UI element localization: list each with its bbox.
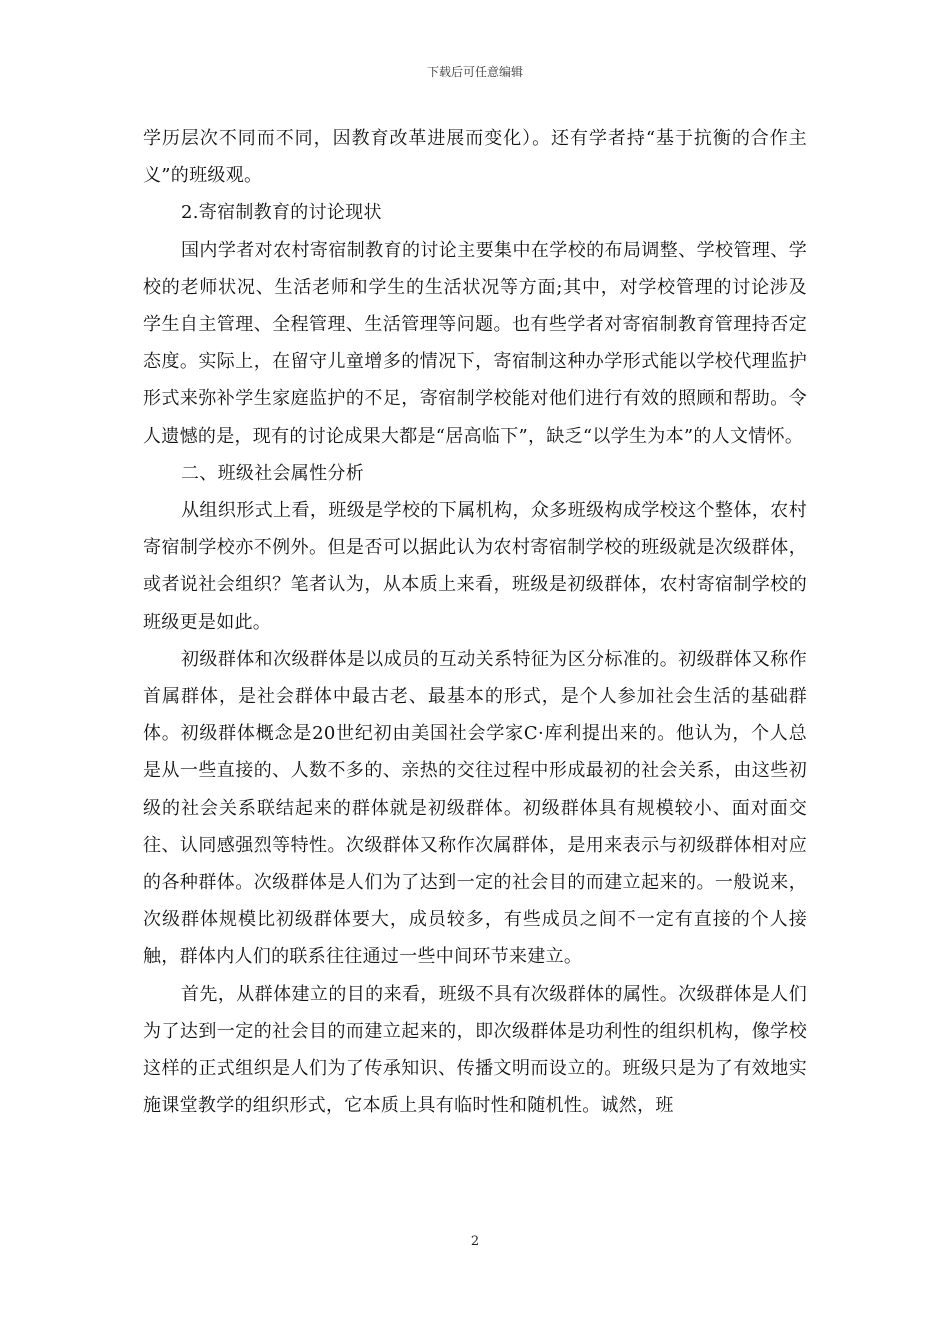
paragraph-1: 学历层次不同而不同，因教育改革进展而变化）。还有学者持“基于抗衡的合作主义”的班级观。 xyxy=(143,128,807,187)
document-body xyxy=(143,120,807,1124)
paragraph-3: 从组织形式上看，班级是学校的下属机构，众多班级构成学校这个整体，农村寄宿制学校亦不例外。但是否可以据此认为农村寄宿制学校的班级就是次级群体，或者说社会组织？笔者认为，从本质上来看，班级是初级群体，农村寄宿制学校的班级更是如此。 xyxy=(143,500,807,633)
paragraph-2: 国内学者对农村寄宿制教育的讨论主要集中在学校的布局调整、学校管理、学校的老师状况、生活老师和学生的生活状况等方面;其中，对学校管理的讨论涉及学生自主管理、全程管理、生活管理等问题。也有些学者对寄宿制教育管理持否定态度。实际上，在留守儿童增多的情况下，寄宿制这种办学形式能以学校代理监护形式来弥补学生家庭监护的不足，寄宿制学校能对他们进行有效的照顾和帮助。令人遗憾的是，现有的讨论成果大都是“居高临下”，缺乏“以学生为本”的人文情怀。 xyxy=(143,239,807,447)
paragraph-5: 首先，从群体建立的目的来看，班级不具有次级群体的属性。次级群体是人们为了达到一定的社会目的而建立起来的，即次级群体是功利性的组织机构，像学校这样的正式组织是人们为了传承知识、传播文明而设立的。班级只是为了有效地实施课堂教学的组织形式，它本质上具有临时性和随机性。诚然，班 xyxy=(143,983,807,1117)
page-header: 下载后可任意编辑 xyxy=(426,65,523,79)
page-number: 2 xyxy=(470,1234,480,1249)
section-heading-boarding-education: 2.寄宿制教育的讨论现状 xyxy=(181,202,382,224)
paragraph-4: 初级群体和次级群体是以成员的互动关系特征为区分标准的。初级群体又称作首属群体，是社会群体中最古老、最基本的形式，是个人参加社会生活的基础群体。初级群体概念是20世纪初由美国社会学家C·库利提出来的。他认为，个人总是从一些直接的、人数不多的、亲热的交往过程中形成最初的社会关系，由这些初级的社会关系联结起来的群体就是初级群体。初级群体具有规模较小、面对面交往、认同感强烈等特性。次级群体又称作次属群体，是用来表示与初级群体相对应的各种群体。次级群体是人们为了达到一定的社会目的而建立起来的。一般说来，次级群体规模比初级群体要大，成员较多，有些成员之间不一定有直接的个人接触，群体内人们的联系往往通过一些中间环节来建立。 xyxy=(143,648,807,968)
section-heading-class-social-attributes: 二、班级社会属性分析 xyxy=(181,462,364,484)
